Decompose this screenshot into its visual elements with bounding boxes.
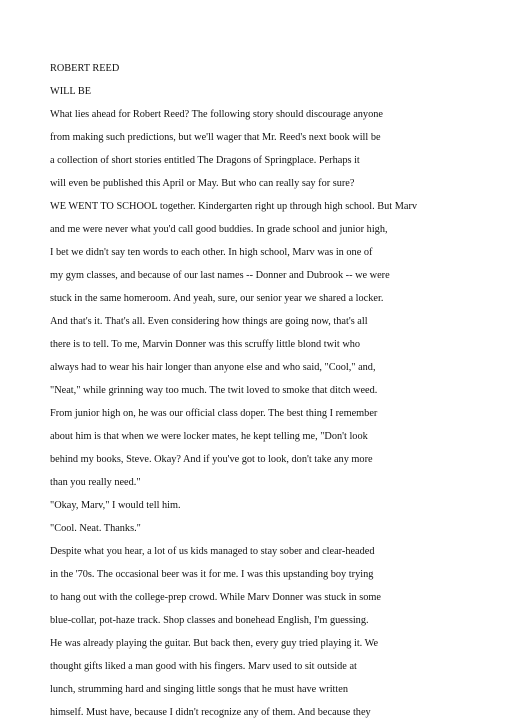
text-line: a collection of short stories entitled The Dragons of Springplace. Perhaps it: [50, 155, 360, 166]
text-line: blue-collar, pot-haze track. Shop classes and bonehead English, I'm guessing.: [50, 615, 369, 626]
text-line: will even be published this April or May. But who can really say for sure?: [50, 178, 355, 189]
story-title: WILL BE: [50, 86, 92, 97]
text-line: "Cool. Neat. Thanks.": [50, 523, 141, 534]
author-heading: ROBERT REED: [50, 63, 120, 74]
text-line: to hang out with the college-prep crowd. While Marv Donner was stuck in some: [50, 592, 381, 603]
text-line: himself. Must have, because I didn't recognize any of them. And because they: [50, 707, 371, 718]
text-line: from making such predictions, but we'll wager that Mr. Reed's next book will be: [50, 132, 381, 143]
text-line: thought gifts liked a man good with his fingers. Marv used to sit outside at: [50, 661, 357, 672]
text-line: and me were never what you'd call good buddies. In grade school and junior high,: [50, 224, 388, 235]
text-line: behind my books, Steve. Okay? And if you've got to look, don't take any more: [50, 454, 373, 465]
text-line: From junior high on, he was our official class doper. The best thing I remember: [50, 408, 378, 419]
text-line: WE WENT TO SCHOOL together. Kindergarten right up through high school. But Marv: [50, 201, 418, 212]
text-line: lunch, strumming hard and singing little songs that he must have written: [50, 684, 348, 695]
text-line: stuck in the same homeroom. And yeah, sure, our senior year we shared a locker.: [50, 293, 384, 304]
text-line: "Neat," while grinning way too much. The twit loved to smoke that ditch weed.: [50, 385, 378, 396]
text-line: than you really need.": [50, 477, 141, 488]
text-line: I bet we didn't say ten words to each other. In high school, Marv was in one of: [50, 247, 373, 258]
text-line: He was already playing the guitar. But back then, every guy tried playing it. We: [50, 638, 379, 649]
text-line: there is to tell. To me, Marvin Donner was this scruffy little blond twit who: [50, 339, 361, 350]
text-line: What lies ahead for Robert Reed? The following story should discourage anyone: [50, 109, 383, 120]
text-line: And that's it. That's all. Even considering how things are going now, that's all: [50, 316, 368, 327]
text-line: "Okay, Marv," I would tell him.: [50, 500, 181, 511]
text-line: always had to wear his hair longer than anyone else and who said, "Cool," and,: [50, 362, 376, 373]
text-line: my gym classes, and because of our last names -- Donner and Dubrook -- we were: [50, 270, 390, 281]
text-line: about him is that when we were locker mates, he kept telling me, "Don't look: [50, 431, 368, 442]
text-line: Despite what you hear, a lot of us kids managed to stay sober and clear-headed: [50, 546, 375, 557]
text-line: in the '70s. The occasional beer was it for me. I was this upstanding boy trying: [50, 569, 374, 580]
